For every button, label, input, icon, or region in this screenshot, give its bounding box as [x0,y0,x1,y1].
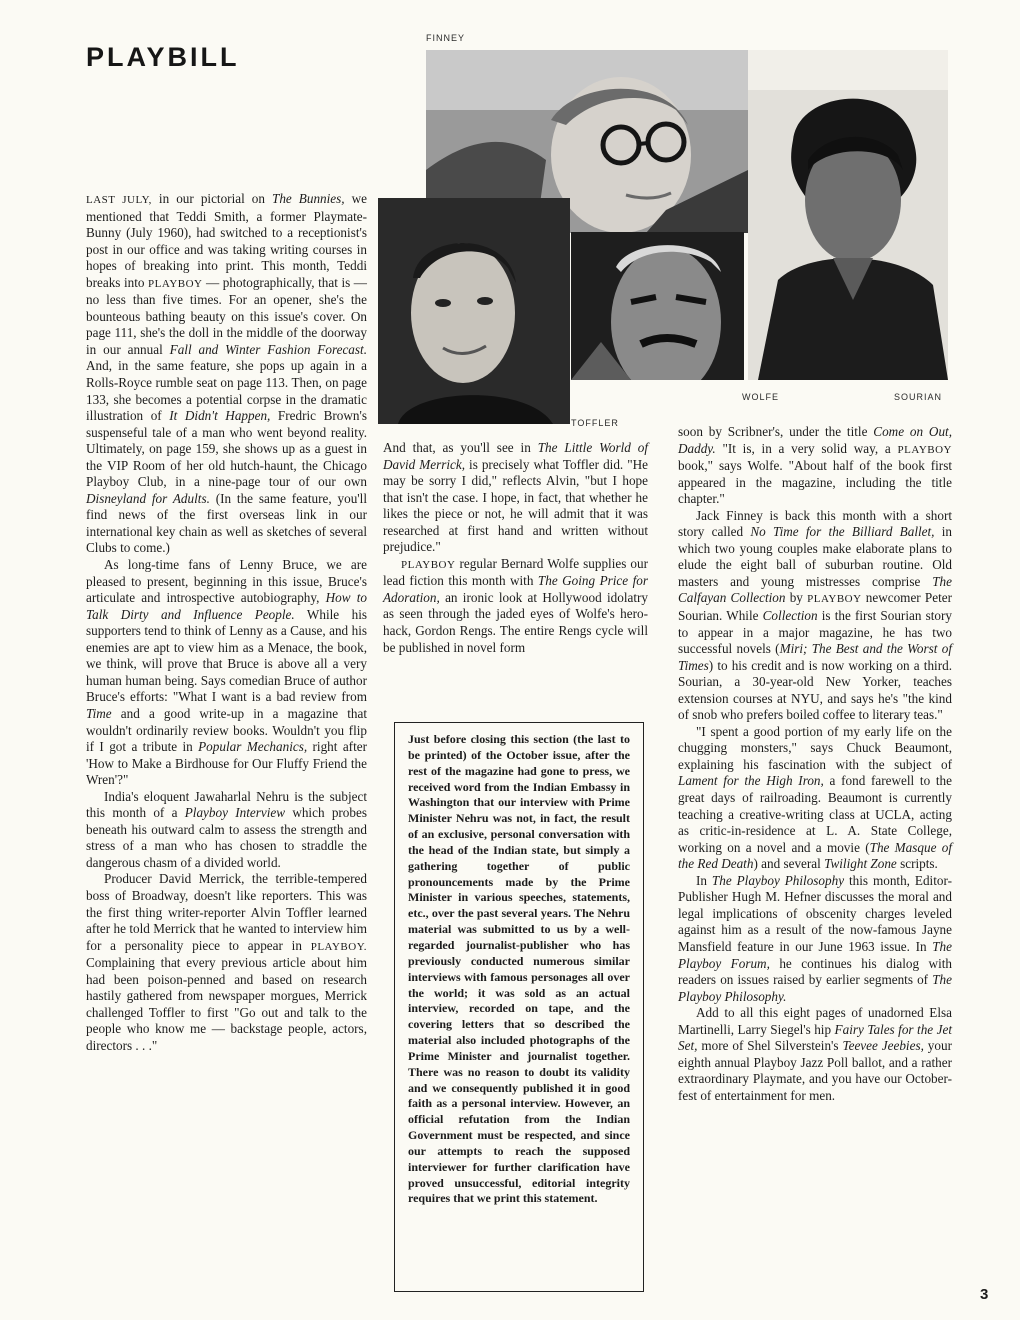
photo-sourian [748,50,948,380]
text: Producer David Merrick, the terrible-tempered boss of Broadway, doesn't like reporters. This was the first thing writer-reporter Alvin Toffler learned after he told Merrick that he wanted to interview him for a personality piece to appear in [86,871,367,953]
italic-title: Popular Mechanics, [198,739,308,755]
italic-title: Fairy Tales for the Jet Set, [678,1021,952,1054]
italic-title: Come on Out, Daddy. [678,424,952,456]
italic-title: Miri; The Best and the Worst of Times [678,641,952,673]
text: Fredric Brown's suspenseful tale of a man who went beyond reality. Ultimately, on page 159, she shows up as a guest in the VIP Room of her old hutch-haunt, the Chicago Playboy Club, in a nine-page tour of our own [86,408,367,490]
lead-in: LAST JULY, [86,194,152,206]
italic-title: The Calfayan Collection [678,573,952,606]
small-caps: PLAYBOY [807,593,862,606]
paragraph [678,1005,952,1104]
italic-title: The Bunnies, [272,191,345,206]
text: and a good write-up in a magazine that wouldn't ordinarily review books. Wouldn't you flip if I got a tribute in [86,705,367,755]
text: by [785,590,808,606]
paragraph [678,508,952,724]
text: is the first Sourian story to appear in a major magazine, he has two successful novels ( [678,608,952,657]
text: your eighth annual Playboy Jazz Poll ballot, and a rather extraordinary Playmate, and you have our October-fest of entertainment for men. [678,1038,952,1103]
small-caps: PLAYBOY [401,558,456,571]
text: regular Bernard Wolfe supplies our lead fiction this month with [383,555,648,589]
text: ) and several [753,856,825,872]
italic-title: The Playboy Forum, [678,938,952,971]
small-caps: PLAYBOY [148,277,203,290]
italic-title: The Playboy Philosophy [711,872,845,888]
text: book," says Wolfe. "About half of the book first appeared in the magazine, including the title chapter." [678,458,952,507]
photo-toffler [378,198,570,424]
italic-title: Lament for the High Iron, [678,773,824,789]
text: And that, as you'll see in [383,440,538,455]
photo-wolfe [571,232,744,380]
page-number: 3 [980,1286,989,1303]
text: "I spent a good portion of my early life on the chugging monsters," says Chuck Beaumont, explaining his fascination with the subject of [678,723,952,772]
caption-sourian: SOURIAN [894,392,943,402]
text: India's eloquent Jawaharlal Nehru is the subject this month of a [86,788,367,821]
page-title: PLAYBILL [86,42,240,72]
italic-title: The Going Price for Adoration, [383,573,648,605]
text: in which two young couples make elaborate plans to elude the eight ball of suburban routine. Old masters and young mistresses comprise [678,524,952,589]
caption-toffler: TOFFLER [571,418,619,428]
text: (In the same feature, you'll find news of the first overseas link in our international key chain as well as sketches of several Clubs to come.) [86,490,368,556]
text: we mentioned that Teddi Smith, a former Playmate-Bunny (July 1960), had switched to a receptionist's post in our office and was taking writing courses in hopes of breaking into print. This month, Teddi breaks into [86,191,367,290]
text: And, in the same feature, she pops up again in a Rolls-Royce rumble seat on page 113. Then, on page 133, she becomes a potential corpse in the dramatic illustration of [86,358,367,424]
text: Add to all this eight pages of unadorned Elsa Martinelli, Larry Siegel's hip [678,1005,952,1037]
italic-title: The Playboy Philosophy. [678,972,952,1004]
text: a fond farewell to the great days of railroading. Beaumont is currently teaching a creative-writing class at UCLA, acting as critic-in-residence at L. A. State College, working on a novel and a movie ( [678,773,952,855]
italic-title: Disneyland for Adults. [86,490,210,506]
italic-title: Teevee Jeebies, [842,1038,924,1054]
text: ) to his credit and is now working on a third. Sourian, a 30-year-old New Yorker, teaches extension courses at NYU, and says he's "the kind of snob who prefers boiled coffee to literary teas." [678,657,952,723]
text: an ironic look at Hollywood idolatry as seen through the jaded eyes of Wolfe's hero-hack, Gordon Rengs. The entire Rengs cycle will be published in novel form [383,589,648,655]
italic-title: Playboy Interview [184,805,286,821]
caption-finney: FINNEY [426,33,466,43]
text: While his supporters tend to think of Lenny as a Cause, and his enemies are apt to view him as a Menace, the book, we think, will prove that Bruce is above all a very human human being. Says comedian Bruce of author Bruce's efforts: "What I want is a bad review from [86,606,367,705]
italic-title: The Little World of David Merrick, [383,440,648,472]
italic-title: Collection [762,608,818,624]
column-1 [86,191,367,1054]
paragraph [86,871,367,1054]
italic-title: Twilight Zone [824,856,897,872]
paragraph [678,424,952,508]
paragraph [383,556,648,656]
text: is precisely what Toffler did. "He may be sorry I did," reflects Alvin, "but I hope that isn't the case. I hope, in fact, that whether he likes the piece or not, he will admit that it was researched at first hand and written without prejudice." [383,456,648,555]
text: in our pictorial on [151,191,272,206]
text: Complaining that every previous article about him had been poison-penned and based on research hastily gathered from newspaper morgues, Merrick challenged Toffler to first "Go out and talk to the people who know me — backstage people, actors, directors . . ." [86,955,367,1053]
text: Jack Finney is back this month with a short story called [678,507,952,540]
paragraph [86,789,367,872]
text: this month, Editor-Publisher Hugh M. Hefner discusses the moral and legal implications of obscenity charges leveled against him as a result of the now-famous Jayne Mansfield feature in our June 1963 issue. In [678,872,952,954]
text: which probes beneath his outward calm to assess the strength and stress of a man who has chosen to straddle the dangerous chasm of a divided world. [86,805,367,870]
editorial-notice-box [394,722,644,1292]
italic-title: The Masque of the Red Death [678,839,952,872]
text: newcomer Peter Sourian. While [678,590,952,624]
paragraph [86,191,367,557]
text: more of Shel Silverstein's [697,1038,843,1054]
text: right after 'How to Make a Birdhouse for Our Fluffy Friend the Wren'?" [86,739,367,788]
column-3 [678,424,952,1104]
small-caps: PLAYBOY [897,443,952,456]
column-2 [383,440,648,656]
italic-title: No Time for the Billiard Ballet, [750,524,935,540]
text: As long-time fans of Lenny Bruce, we are pleased to present, beginning in this issue, Bruce's articulate and introspective autobiography, [86,557,367,606]
text: scripts. [896,856,938,872]
paragraph [383,440,648,556]
text: — photographically, that is — no less than five times. For an opener, she's the bounteous bathing beauty on this issue's cover. On page 111, she's the doll in the middle of the doorway in our annual [86,274,367,357]
notice-text: Just before closing this section (the last to be printed) of the October issue, after the rest of the magazine had gone to press, we received word from the Indian Embassy in Washington that our interview with Prime Minister Nehru was not, in fact, the result of an exclusive, personal conversation with the head of the Indian state, but simply a gathering together of public pronouncements made by the Prime Minister in various speeches, statements, etc., over the past several years. The Nehru material was submitted to us by a well-regarded journalist-publisher who has previously conducted numerous similar interviews with famous personages all over the world; it was sold as an actual interview, recorded on tape, and the covering letters that so described the material also included photographs of the Prime Minister and journalist together. There was no reason to doubt its validity and we consequently published it in good faith as a personal interview. However, an official refutation from the Indian Government must be respected, and since our attempts to reach the supposed interviewer for further clarification have proved unsuccessful, editorial integrity requires that we print this statement. [408,732,630,1206]
caption-wolfe: WOLFE [742,392,780,402]
italic-title: How to Talk Dirty and Influence People. [86,590,367,622]
paragraph [86,557,367,789]
text: "It is, in a very solid way, a [715,440,898,456]
italic-title: Time [86,705,112,721]
text: he continues his dialog with readers on issues raised by earlier segments of [678,955,952,988]
small-caps: PLAYBOY. [310,940,367,953]
italic-title: Fall and Winter Fashion Forecast. [169,341,367,357]
text: In [696,872,712,888]
italic-title: It Didn't Happen, [169,408,271,424]
paragraph [678,724,952,873]
text: soon by Scribner's, under the title [678,424,874,439]
paragraph [678,873,952,1005]
